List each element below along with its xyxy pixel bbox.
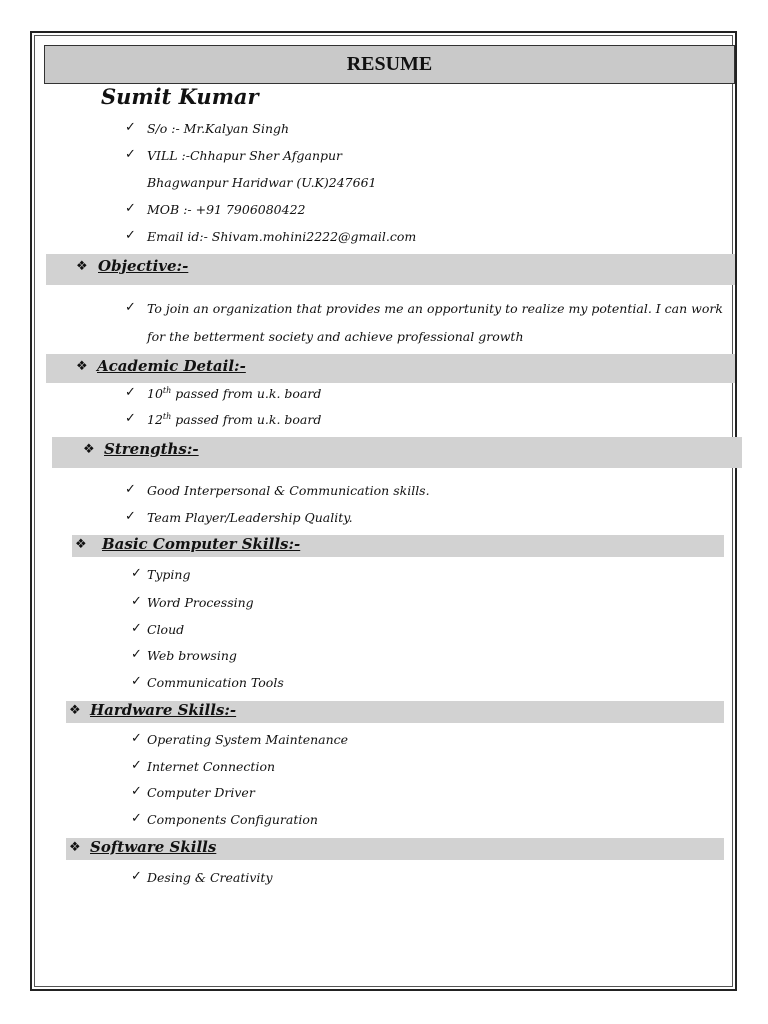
academic-heading: Academic Detail:- [97,357,246,375]
email: Email id:- Shivam.mohini2222@gmail.com [147,229,417,244]
hardware-skill-item: Internet Connection [147,759,276,774]
check-icon: ✓ [131,811,142,826]
check-icon: ✓ [131,674,142,689]
check-icon: ✓ [125,385,136,400]
check-icon: ✓ [125,411,136,426]
check-icon: ✓ [131,784,142,799]
strengths-heading: Strengths:- [104,440,199,458]
software-skill-item: Desing & Creativity [147,870,273,885]
candidate-name: Sumit Kumar [101,84,259,109]
check-icon: ✓ [125,228,136,243]
check-icon: ✓ [125,509,136,524]
academic-item: 12th passed from u.k. board [147,412,322,428]
objective-line-1: To join an organization that provides me an opportunity to realize my potential. I can work [147,301,723,316]
diamond-bullet-icon: ❖ [69,703,81,718]
check-icon: ✓ [125,482,136,497]
computer-skill-item: Cloud [147,622,185,637]
father-name: S/o :- Mr.Kalyan Singh [147,121,290,136]
check-icon: ✓ [125,147,136,162]
check-icon: ✓ [131,621,142,636]
computer-skill-item: Typing [147,567,191,582]
academic-item: 10th passed from u.k. board [147,386,322,402]
software-skills-heading: Software Skills [90,838,217,856]
strength-item: Good Interpersonal & Communication skills. [147,483,430,498]
hardware-skill-item: Operating System Maintenance [147,732,349,747]
check-icon: ✓ [131,566,142,581]
hardware-skills-heading: Hardware Skills:- [90,701,237,719]
diamond-bullet-icon: ❖ [75,537,87,552]
computer-skill-item: Web browsing [147,648,237,663]
village: VILL :-Chhapur Sher Afganpur [147,148,343,163]
diamond-bullet-icon: ❖ [76,359,88,374]
mobile-number: MOB :- +91 7906080422 [147,202,306,217]
hardware-skill-item: Computer Driver [147,785,255,800]
resume-title: RESUME [44,45,735,84]
check-icon: ✓ [131,731,142,746]
check-icon: ✓ [125,120,136,135]
objective-line-2: for the betterment society and achieve professional growth [147,329,524,344]
check-icon: ✓ [131,869,142,884]
diamond-bullet-icon: ❖ [69,840,81,855]
check-icon: ✓ [125,300,136,315]
strength-item: Team Player/Leadership Quality. [147,510,353,525]
check-icon: ✓ [131,594,142,609]
hardware-skill-item: Components Configuration [147,812,318,827]
objective-heading: Objective:- [98,257,189,275]
address: Bhagwanpur Haridwar (U.K)247661 [147,175,377,190]
computer-skill-item: Communication Tools [147,675,284,690]
diamond-bullet-icon: ❖ [76,259,88,274]
computer-skill-item: Word Processing [147,595,254,610]
check-icon: ✓ [131,758,142,773]
check-icon: ✓ [131,647,142,662]
diamond-bullet-icon: ❖ [83,442,95,457]
check-icon: ✓ [125,201,136,216]
computer-skills-heading: Basic Computer Skills:- [102,535,301,553]
